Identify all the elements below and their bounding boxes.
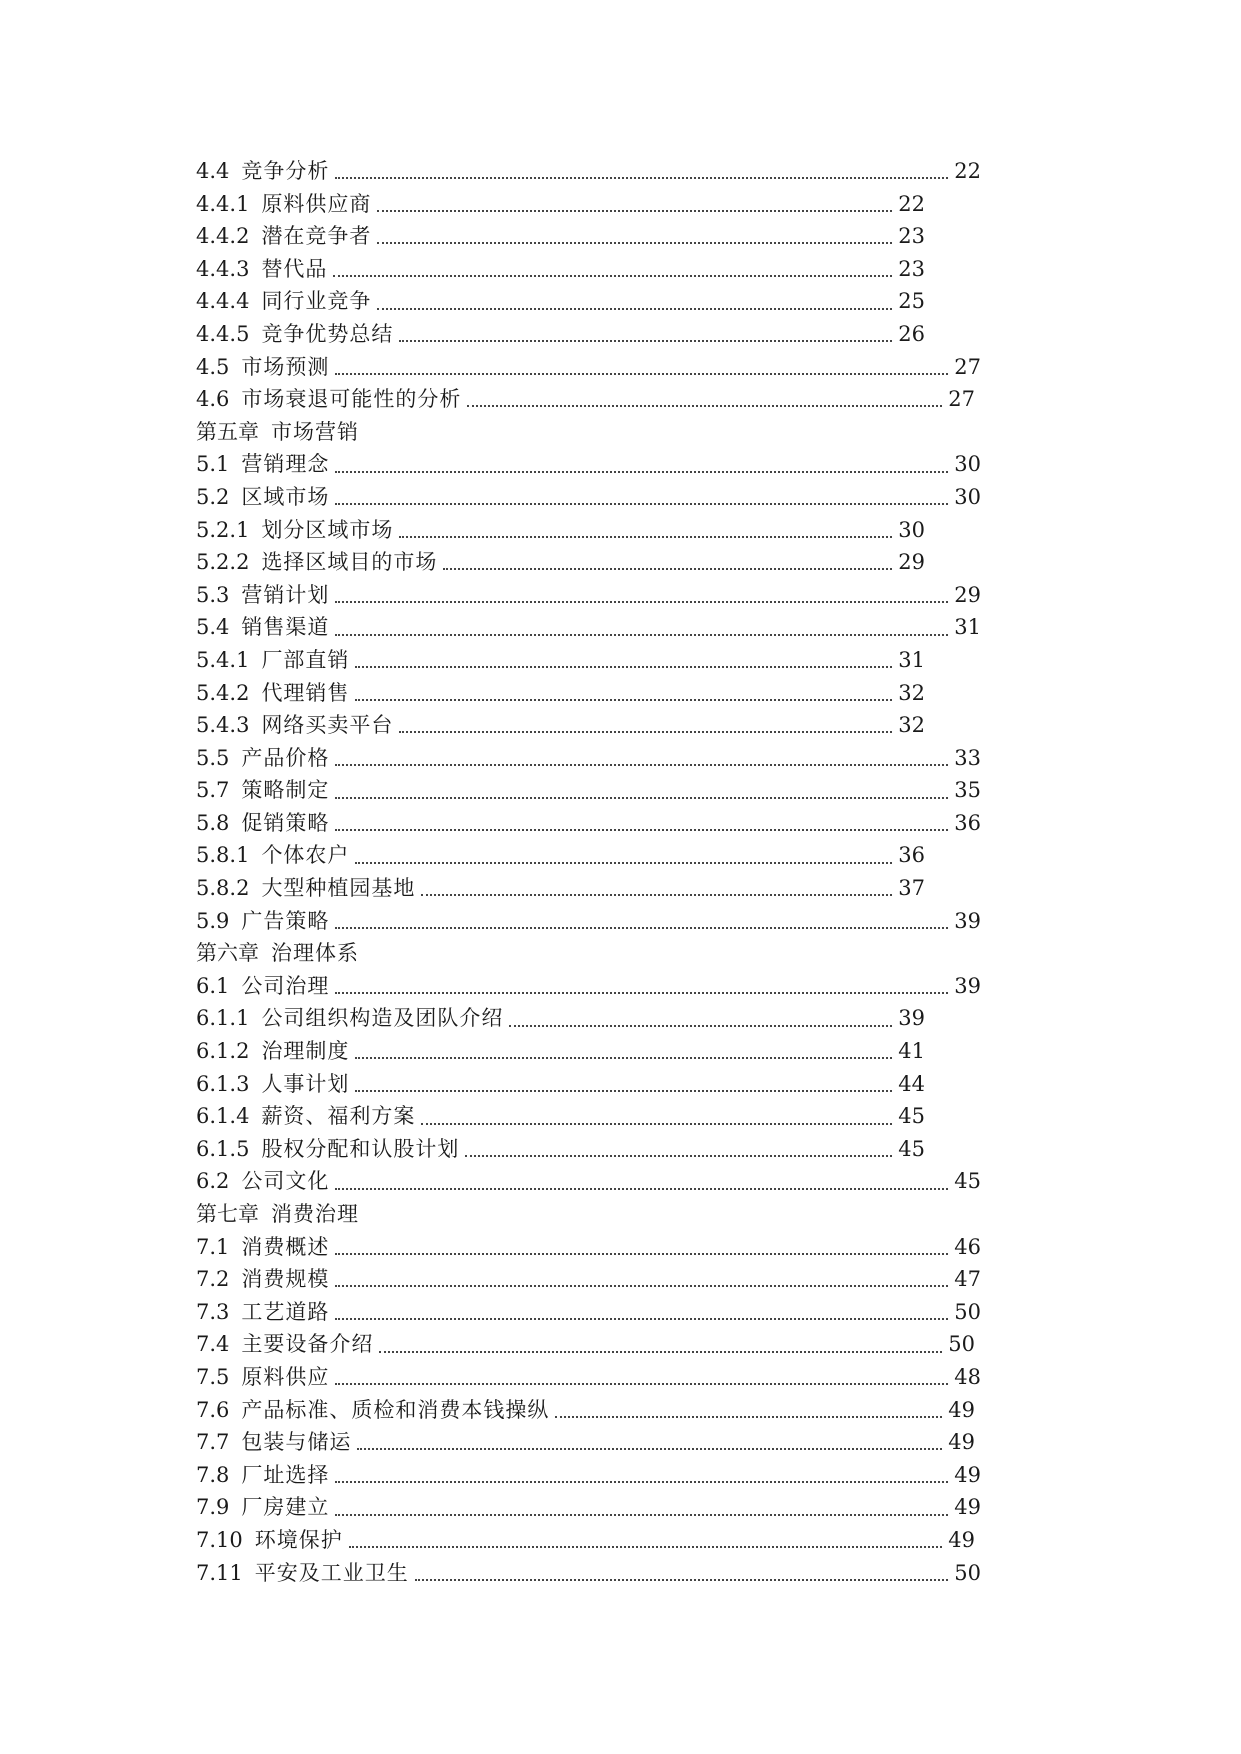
toc-entry[interactable] <box>196 220 925 253</box>
toc-page-number: 27 <box>948 387 975 412</box>
toc-dot-leader <box>349 1524 943 1556</box>
toc-dot-leader <box>377 188 892 220</box>
toc-page-number: 45 <box>954 1169 981 1194</box>
toc-entry-title: 市场衰退可能性的分析 <box>241 387 462 412</box>
toc-entry-number: 5.4 <box>196 615 230 640</box>
toc-dot-leader <box>379 1329 942 1361</box>
toc-dot-leader <box>399 514 892 546</box>
toc-entry[interactable] <box>196 1100 925 1133</box>
toc-dot-leader <box>335 481 948 513</box>
toc-dot-leader <box>335 905 948 937</box>
toc-dot-leader <box>443 546 892 578</box>
toc-dot-leader <box>335 970 948 1002</box>
toc-dot-leader <box>335 1231 948 1263</box>
toc-dot-leader <box>355 1035 892 1067</box>
toc-dot-leader <box>335 1459 948 1491</box>
toc-page-number: 36 <box>954 810 981 835</box>
toc-entry-number: 5.2.1 <box>196 517 250 542</box>
toc-entry-title: 产品标准、质检和消费本钱操纵 <box>241 1397 550 1422</box>
toc-dot-leader <box>335 1296 948 1328</box>
toc-dot-leader <box>335 579 948 611</box>
toc-entry-number: 4.4.3 <box>196 256 250 281</box>
toc-entry-title: 环境保护 <box>254 1527 343 1552</box>
toc-entry-title: 治理制度 <box>261 1039 350 1064</box>
toc-dot-leader <box>335 775 948 807</box>
toc-entry-number: 7.1 <box>196 1234 230 1259</box>
toc-dot-leader <box>333 253 892 285</box>
toc-entry-title: 竞争分析 <box>241 159 330 183</box>
toc-entry-title: 产品价格 <box>241 745 330 770</box>
toc-entry-title: 公司组织构造及团队介绍 <box>261 1006 504 1031</box>
toc-page-number: 45 <box>898 1104 925 1129</box>
toc-entry-title: 个体农户 <box>261 843 350 868</box>
toc-page-number: 46 <box>954 1234 981 1259</box>
toc-entry-number: 4.6 <box>196 387 230 412</box>
toc-page-number: 37 <box>898 876 925 901</box>
toc-entry[interactable] <box>196 905 981 938</box>
toc-entry[interactable] <box>196 1426 975 1459</box>
toc-entry[interactable] <box>196 742 981 775</box>
toc-entry[interactable] <box>196 611 981 644</box>
toc-entry-title: 市场预测 <box>241 354 330 379</box>
toc-entry[interactable] <box>196 774 981 807</box>
toc-page-number: 29 <box>954 582 981 607</box>
toc-page-number: 25 <box>898 289 925 314</box>
toc-page-number: 50 <box>948 1332 975 1357</box>
toc-entry-number: 7.8 <box>196 1462 230 1487</box>
toc-entry[interactable] <box>196 1231 981 1264</box>
toc-page-number: 49 <box>954 1495 981 1520</box>
toc-entry[interactable] <box>196 1296 981 1329</box>
toc-entry[interactable] <box>196 807 981 840</box>
toc-entry[interactable] <box>196 546 925 579</box>
toc-chapter-heading[interactable] <box>196 1198 981 1231</box>
toc-page-number: 41 <box>898 1039 925 1064</box>
toc-entry[interactable] <box>196 709 925 742</box>
toc-dot-leader <box>355 1068 892 1100</box>
toc-entry-number: 7.6 <box>196 1397 230 1422</box>
toc-entry-title: 原料供应 <box>241 1364 330 1389</box>
toc-dot-leader <box>335 449 948 481</box>
toc-page-number: 29 <box>898 550 925 575</box>
toc-page-number: 49 <box>948 1527 975 1552</box>
toc-entry-title: 营销理念 <box>241 452 330 477</box>
toc-entry-number: 4.5 <box>196 354 230 379</box>
toc-entry-title: 划分区域市场 <box>261 517 394 542</box>
toc-entry-number: 7.7 <box>196 1430 230 1455</box>
toc-entry[interactable] <box>196 448 981 481</box>
toc-entry-number: 7.3 <box>196 1299 230 1324</box>
toc-entry-number: 第七章 <box>196 1202 259 1226</box>
toc-entry-title: 人事计划 <box>261 1071 350 1096</box>
toc-entry-title: 原料供应商 <box>261 191 372 216</box>
toc-entry[interactable] <box>196 1524 975 1557</box>
toc-entry-title: 营销计划 <box>241 582 330 607</box>
toc-page-number: 48 <box>954 1364 981 1389</box>
toc-entry-number: 6.2 <box>196 1169 230 1194</box>
toc-page-number: 22 <box>954 159 981 183</box>
toc-page-number: 32 <box>898 680 925 705</box>
toc-dot-leader <box>399 709 892 741</box>
toc-chapter-heading[interactable] <box>196 416 981 449</box>
toc-entry[interactable] <box>196 1002 925 1035</box>
toc-entry[interactable] <box>196 1263 981 1296</box>
toc-entry[interactable] <box>196 155 981 188</box>
toc-entry-number: 6.1.3 <box>196 1071 250 1096</box>
toc-entry-number: 5.5 <box>196 745 230 770</box>
toc-entry-number: 5.3 <box>196 582 230 607</box>
toc-entry-number: 6.1 <box>196 973 230 998</box>
toc-page-number: 27 <box>954 354 981 379</box>
toc-entry-number: 6.1.1 <box>196 1006 250 1031</box>
toc-dot-leader <box>335 612 948 644</box>
toc-entry-title: 工艺道路 <box>241 1299 330 1324</box>
toc-dot-leader <box>335 1361 948 1393</box>
toc-dot-leader <box>335 1492 948 1524</box>
toc-entry[interactable] <box>196 872 925 905</box>
toc-page-number: 35 <box>954 778 981 803</box>
toc-dot-leader <box>335 351 948 383</box>
toc-entry-number: 5.4.1 <box>196 647 250 672</box>
toc-page-number: 23 <box>898 256 925 281</box>
toc-entry[interactable] <box>196 677 925 710</box>
toc-entry-title: 厂房建立 <box>241 1495 330 1520</box>
toc-dot-leader <box>421 1101 892 1133</box>
toc-page-number: 49 <box>954 1462 981 1487</box>
toc-entry[interactable] <box>196 970 981 1003</box>
toc-page-number: 50 <box>954 1560 981 1585</box>
toc-page-number: 33 <box>954 745 981 770</box>
toc-entry[interactable] <box>196 481 981 514</box>
toc-entry-number: 5.7 <box>196 778 230 803</box>
toc-entry-title: 厂部直销 <box>261 647 350 672</box>
toc-entry[interactable] <box>196 351 981 384</box>
toc-dot-leader <box>465 1133 892 1165</box>
toc-page-number: 47 <box>954 1267 981 1292</box>
toc-entry-title: 销售渠道 <box>241 615 330 640</box>
toc-entry[interactable] <box>196 1459 981 1492</box>
toc-entry-title: 消费概述 <box>241 1234 330 1259</box>
toc-entry[interactable] <box>196 1394 975 1427</box>
toc-dot-leader <box>467 383 942 415</box>
toc-entry[interactable] <box>196 579 981 612</box>
toc-entry-title: 薪资、福利方案 <box>261 1104 416 1129</box>
toc-page-number: 22 <box>898 191 925 216</box>
toc-entry-number: 第六章 <box>196 941 259 966</box>
toc-dot-leader <box>335 155 948 187</box>
toc-dot-leader <box>415 1557 949 1589</box>
toc-page-number: 45 <box>898 1136 925 1161</box>
toc-dot-leader <box>335 742 948 774</box>
toc-entry-number: 5.2 <box>196 484 230 509</box>
toc-entry-number: 5.4.2 <box>196 680 250 705</box>
toc-entry-title: 消费规模 <box>241 1267 330 1292</box>
toc-entry[interactable] <box>196 253 925 286</box>
toc-dot-leader <box>355 677 892 709</box>
toc-entry-title: 广告策略 <box>241 908 330 933</box>
toc-page-number: 39 <box>898 1006 925 1031</box>
toc-page-number: 31 <box>898 647 925 672</box>
toc-chapter-heading[interactable] <box>196 937 981 970</box>
toc-dot-leader <box>377 286 892 318</box>
toc-dot-leader <box>399 318 892 350</box>
toc-entry-number: 7.4 <box>196 1332 230 1357</box>
toc-page-number: 30 <box>954 452 981 477</box>
toc-page-number: 31 <box>954 615 981 640</box>
toc-entry-number: 5.8 <box>196 810 230 835</box>
toc-page-number: 30 <box>898 517 925 542</box>
toc-entry-title: 治理体系 <box>271 941 359 966</box>
toc-entry-title: 策略制定 <box>241 778 330 803</box>
toc-page-number: 26 <box>898 321 925 346</box>
toc-page-number: 49 <box>948 1430 975 1455</box>
toc-entry-title: 替代品 <box>261 256 328 281</box>
toc-entry-title: 大型种植园基地 <box>261 876 416 901</box>
toc-entry-title: 选择区域目的市场 <box>261 550 438 575</box>
toc-entry-title: 促销策略 <box>241 810 330 835</box>
toc-entry-number: 5.4.3 <box>196 713 250 738</box>
toc-entry[interactable] <box>196 514 925 547</box>
toc-entry-title: 平安及工业卫生 <box>254 1560 409 1585</box>
toc-entry[interactable] <box>196 1557 981 1590</box>
toc-entry-number: 4.4.4 <box>196 289 250 314</box>
toc-dot-leader <box>335 807 948 839</box>
toc-entry-number: 4.4.2 <box>196 224 250 249</box>
toc-entry-number: 4.4 <box>196 159 230 183</box>
toc-entry-title: 竞争优势总结 <box>261 321 394 346</box>
toc-entry-title: 同行业竞争 <box>261 289 372 314</box>
toc-dot-leader <box>509 1003 892 1035</box>
toc-entry[interactable] <box>196 1328 975 1361</box>
toc-entry-title: 潜在竞争者 <box>261 224 372 249</box>
toc-entry-number: 5.8.2 <box>196 876 250 901</box>
toc-entry[interactable] <box>196 383 975 416</box>
toc-entry-number: 5.1 <box>196 452 230 477</box>
toc-entry-number: 6.1.5 <box>196 1136 250 1161</box>
toc-entry-title: 消费治理 <box>271 1202 359 1226</box>
toc-entry-title: 区域市场 <box>241 484 330 509</box>
toc-entry-title: 包装与储运 <box>241 1430 352 1455</box>
toc-page-number: 50 <box>954 1299 981 1324</box>
toc-dot-leader <box>335 1263 948 1295</box>
toc-page-number: 44 <box>898 1071 925 1096</box>
toc-entry-title: 网络买卖平台 <box>261 713 394 738</box>
toc-entry-title: 市场营销 <box>271 419 359 444</box>
toc-entry-title: 代理销售 <box>261 680 350 705</box>
toc-dot-leader <box>421 872 892 904</box>
toc-entry[interactable] <box>196 285 925 318</box>
toc-entry-title: 股权分配和认股计划 <box>261 1136 460 1161</box>
toc-entry-number: 第五章 <box>196 419 259 444</box>
toc-dot-leader <box>377 220 892 252</box>
toc-entry-number: 4.4.5 <box>196 321 250 346</box>
toc-entry-number: 6.1.4 <box>196 1104 250 1129</box>
toc-page-number: 49 <box>948 1397 975 1422</box>
toc-page-number: 39 <box>954 973 981 998</box>
toc-dot-leader <box>355 840 892 872</box>
toc-entry[interactable] <box>196 1165 981 1198</box>
toc-dot-leader <box>355 644 892 676</box>
toc-entry[interactable] <box>196 1491 981 1524</box>
toc-entry-number: 5.8.1 <box>196 843 250 868</box>
toc-page-number: 39 <box>954 908 981 933</box>
toc-page-number: 30 <box>954 484 981 509</box>
toc-dot-leader <box>357 1426 942 1458</box>
toc-dot-leader <box>555 1394 942 1426</box>
toc-entry[interactable] <box>196 1361 981 1394</box>
toc-page-number: 23 <box>898 224 925 249</box>
toc-entry-title: 厂址选择 <box>241 1462 330 1487</box>
toc-entry[interactable] <box>196 1133 925 1166</box>
toc-entry-number: 7.9 <box>196 1495 230 1520</box>
toc-entry-number: 6.1.2 <box>196 1039 250 1064</box>
toc-dot-leader <box>335 1166 948 1198</box>
toc-entry-number: 4.4.1 <box>196 191 250 216</box>
toc-entry-title: 公司文化 <box>241 1169 330 1194</box>
toc-entry-title: 主要设备介绍 <box>241 1332 374 1357</box>
toc-page-number: 36 <box>898 843 925 868</box>
toc-entry[interactable] <box>196 318 925 351</box>
toc-entry[interactable] <box>196 1068 925 1101</box>
table-of-contents <box>196 155 986 1589</box>
toc-entry[interactable] <box>196 644 925 677</box>
toc-entry-number: 7.11 <box>196 1560 243 1585</box>
toc-entry-number: 5.2.2 <box>196 550 250 575</box>
toc-entry-number: 7.2 <box>196 1267 230 1292</box>
toc-entry[interactable] <box>196 1035 925 1068</box>
toc-entry[interactable] <box>196 839 925 872</box>
toc-entry[interactable] <box>196 188 925 221</box>
toc-page-number: 32 <box>898 713 925 738</box>
toc-entry-number: 7.10 <box>196 1527 243 1552</box>
toc-entry-title: 公司治理 <box>241 973 330 998</box>
toc-entry-number: 7.5 <box>196 1364 230 1389</box>
toc-entry-number: 5.9 <box>196 908 230 933</box>
